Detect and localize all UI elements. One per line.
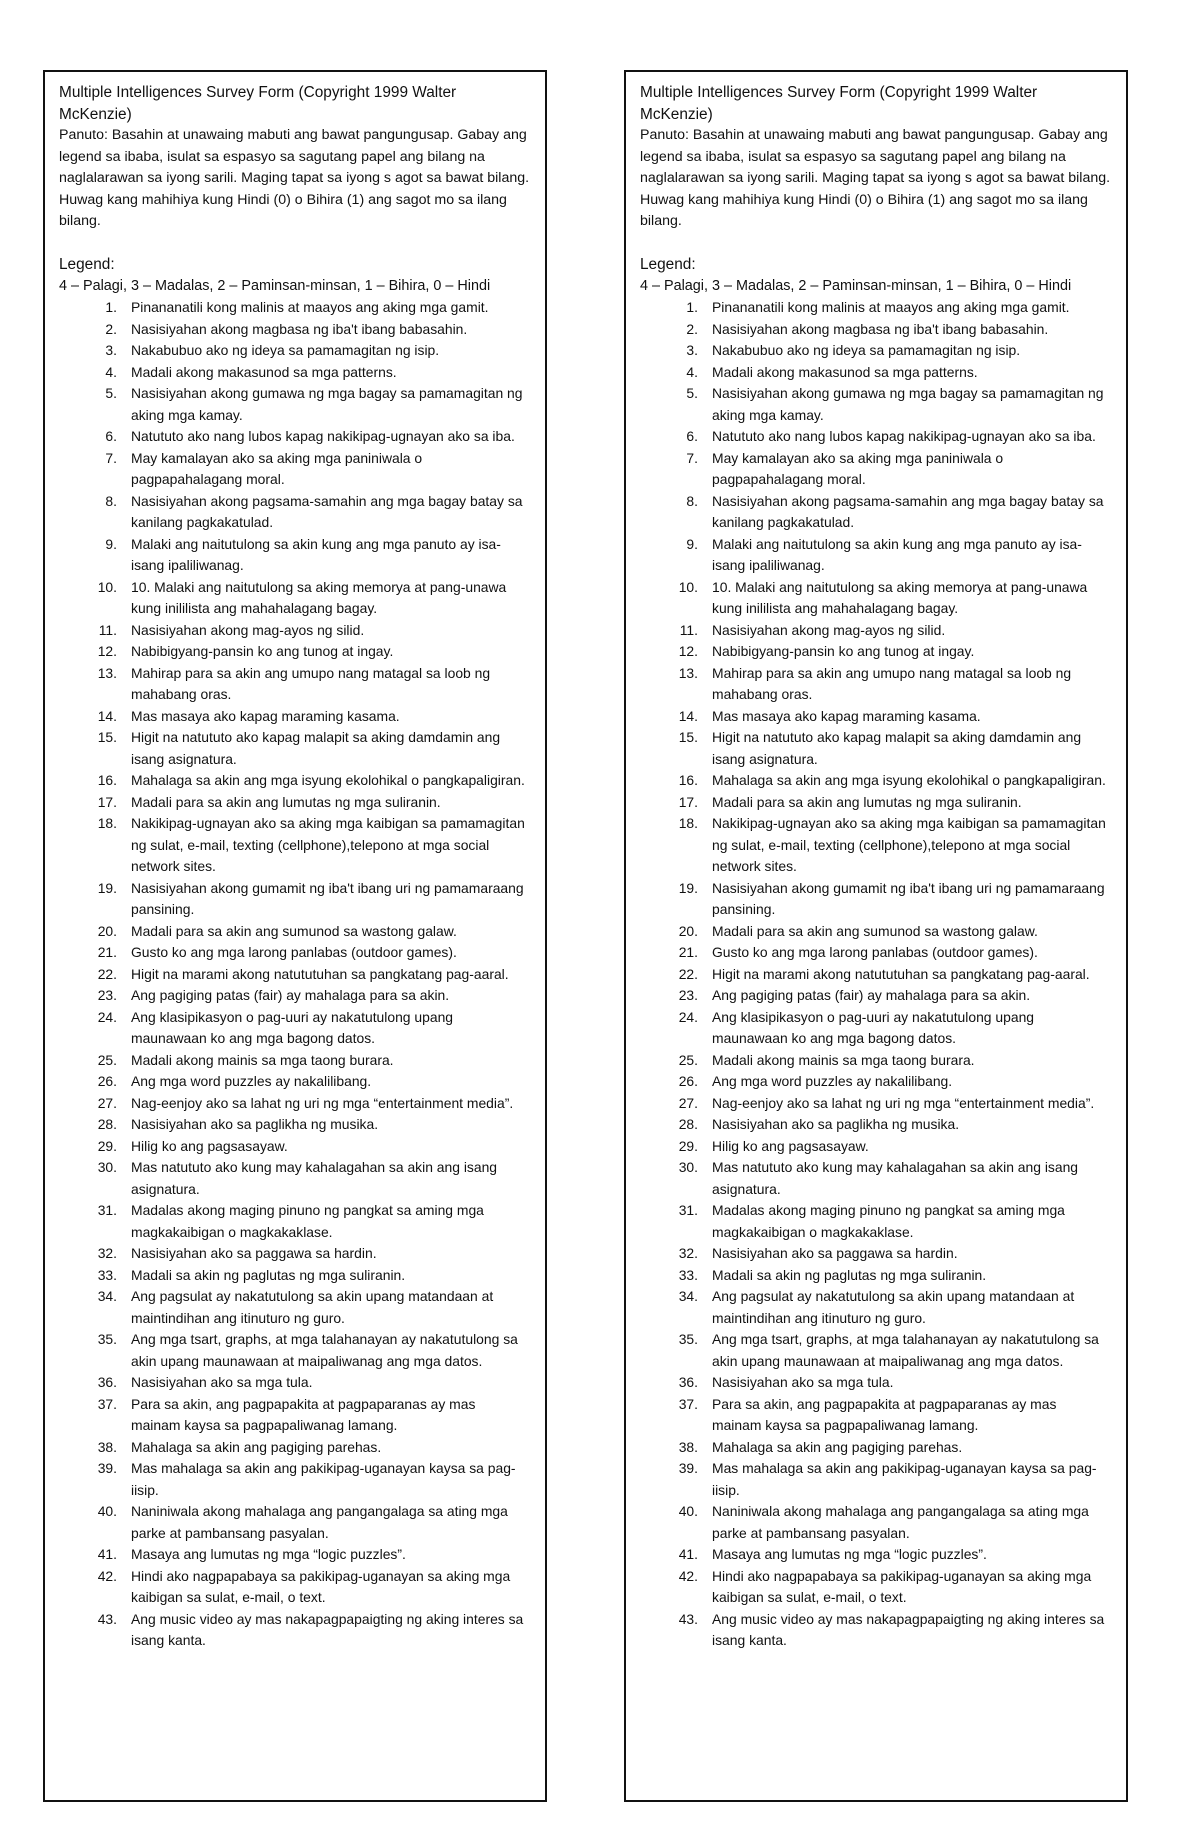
survey-item-text: Gusto ko ang mga larong panlabas (outdoor games). — [712, 944, 1038, 960]
survey-item-number: 36. — [97, 1374, 117, 1390]
survey-item-text: Masaya ang lumutas ng mga “logic puzzles”. — [131, 1546, 406, 1562]
survey-item-number: 6. — [686, 428, 698, 444]
survey-item — [59, 1114, 531, 1136]
survey-item-number: 7. — [686, 449, 698, 466]
spacer — [59, 233, 531, 255]
survey-item — [59, 1007, 531, 1050]
survey-item — [59, 1609, 531, 1652]
survey-item — [59, 792, 531, 814]
survey-item — [640, 1372, 1112, 1394]
survey-item-number: 18. — [97, 815, 117, 831]
survey-item-number: 3. — [686, 342, 698, 358]
survey-item — [640, 985, 1112, 1007]
survey-item-text: Gusto ko ang mga larong panlabas (outdoor games). — [131, 944, 457, 960]
survey-item-number: 8. — [105, 492, 117, 509]
survey-item-text: Madali para sa akin ang lumutas ng mga suliranin. — [131, 793, 441, 810]
survey-item-text: Nasisiyahan akong magbasa ng iba't ibang babasahin. — [131, 320, 468, 337]
survey-item-text: Madalas akong maging pinuno ng pangkat sa aming mga magkakaibigan o magkakaklase. — [131, 1202, 484, 1240]
survey-item-number: 36. — [678, 1374, 698, 1390]
legend-scale: 4 – Palagi, 3 – Madalas, 2 – Paminsan-minsan, 1 – Bihira, 0 – Hindi — [59, 277, 491, 294]
survey-item-number: 19. — [678, 879, 698, 896]
survey-item-number: 6. — [105, 428, 117, 444]
survey-item — [640, 663, 1112, 706]
survey-item-text: Higit na marami akong natututuhan sa pangkatang pag-aaral. — [131, 965, 509, 982]
survey-item-text: Pinananatili kong malinis at maayos ang aking mga gamit. — [712, 299, 1070, 315]
survey-item — [59, 1200, 531, 1243]
survey-item-text: Ang music video ay mas nakapagpapaigting ng aking interes sa isang kanta. — [131, 1610, 524, 1648]
survey-item — [640, 620, 1112, 642]
survey-item — [640, 921, 1112, 943]
survey-item-number: 31. — [97, 1202, 117, 1218]
survey-item-number: 9. — [105, 535, 117, 552]
survey-item — [640, 878, 1112, 921]
survey-item — [59, 1329, 531, 1372]
survey-item-text: Higit na natututo ako kapag malapit sa aking damdamin ang isang asignatura. — [712, 729, 1082, 767]
survey-item-number: 25. — [97, 1051, 117, 1068]
survey-item — [640, 383, 1112, 426]
survey-item — [59, 964, 531, 986]
form-instructions: Panuto: Basahin at unawaing mabuti ang bawat pangungusap. Gabay ang legend sa ibaba, isulat sa espasyo sa sagutang papel ang bilang na naglalarawan sa iyong sarili. Maging tapat sa iyong s agot sa bawat bilang. Huwag kang mahihiya kung Hindi (0) o Bihira (1) ang sagot mo sa ilang bilang. — [640, 127, 1111, 229]
survey-item-text: Madalas akong maging pinuno ng pangkat sa aming mga magkakaibigan o magkakaklase. — [712, 1202, 1065, 1240]
survey-item-text: Nasisiyahan ako sa mga tula. — [131, 1374, 313, 1390]
survey-item — [640, 1329, 1112, 1372]
survey-item — [640, 1265, 1112, 1287]
survey-item-text: Ang klasipikasyon o pag-uuri ay nakatutulong upang maunawaan ko ang mga bagong datos. — [712, 1008, 1035, 1046]
survey-item-number: 12. — [97, 643, 117, 659]
survey-item-number: 32. — [678, 1245, 698, 1261]
survey-item — [640, 491, 1112, 534]
survey-item — [640, 1093, 1112, 1115]
survey-item — [640, 340, 1112, 362]
survey-item-text: Nasisiyahan akong gumawa ng mga bagay sa pamamagitan ng aking mga kamay. — [131, 385, 523, 423]
survey-item — [59, 319, 531, 341]
survey-item — [59, 297, 531, 319]
survey-item-number: 27. — [678, 1094, 698, 1111]
survey-item-text: Ang mga tsart, graphs, at mga talahanayan ay nakatutulong sa akin upang maunawaan at maipaliwanag ang mga datos. — [131, 1331, 518, 1369]
survey-item-number: 7. — [105, 449, 117, 466]
survey-item-text: Hilig ko ang pagsasayaw. — [131, 1137, 288, 1154]
survey-item-text: Ang klasipikasyon o pag-uuri ay nakatutulong upang maunawaan ko ang mga bagong datos. — [131, 1008, 454, 1046]
survey-item-number: 33. — [97, 1266, 117, 1283]
survey-form-right — [624, 70, 1128, 1802]
survey-item — [640, 1458, 1112, 1501]
survey-item — [640, 706, 1112, 728]
survey-item-text: Mahalaga sa akin ang pagiging parehas. — [131, 1438, 382, 1455]
survey-item — [640, 792, 1112, 814]
survey-item-number: 35. — [97, 1331, 117, 1347]
survey-item-number: 24. — [97, 1008, 117, 1025]
survey-item — [640, 1394, 1112, 1437]
survey-item-number: 28. — [678, 1116, 698, 1132]
survey-item — [640, 1501, 1112, 1544]
survey-item-text: Nasisiyahan akong gumamit ng iba't ibang uri ng pamamaraang pansining. — [712, 879, 1105, 917]
survey-item-number: 2. — [686, 320, 698, 337]
survey-item-text: Madali akong mainis sa mga taong burara. — [131, 1051, 394, 1068]
survey-item-list — [59, 297, 531, 1652]
survey-item-number: 37. — [97, 1395, 117, 1412]
survey-form-left — [43, 70, 547, 1802]
survey-item-number: 10. — [678, 578, 698, 595]
survey-item-number: 30. — [678, 1159, 698, 1175]
survey-item — [640, 1243, 1112, 1265]
survey-item-text: Mas natututo ako kung may kahalagahan sa akin ang isang asignatura. — [131, 1159, 498, 1197]
survey-item-number: 42. — [678, 1567, 698, 1584]
survey-item-number: 33. — [678, 1266, 698, 1283]
survey-item-number: 21. — [678, 944, 698, 960]
survey-item-text: Madali sa akin ng paglutas ng mga suliranin. — [131, 1266, 406, 1283]
survey-item — [59, 641, 531, 663]
survey-item-number: 26. — [678, 1073, 698, 1089]
survey-item-text: Masaya ang lumutas ng mga “logic puzzles”. — [712, 1546, 987, 1562]
survey-item — [640, 1136, 1112, 1158]
survey-item — [59, 1458, 531, 1501]
survey-item — [640, 813, 1112, 878]
survey-item — [59, 577, 531, 620]
survey-item — [640, 1286, 1112, 1329]
survey-item — [59, 663, 531, 706]
survey-item-text: Mahirap para sa akin ang umupo nang matagal sa loob ng mahabang oras. — [131, 664, 491, 702]
survey-item-text: Hindi ako nagpapabaya sa pakikipag-uganayan sa aking mga kaibigan sa sulat, e-mail, o text. — [131, 1567, 511, 1605]
survey-item — [59, 985, 531, 1007]
survey-item — [59, 1566, 531, 1609]
survey-item-number: 38. — [97, 1438, 117, 1455]
survey-item — [59, 534, 531, 577]
survey-item — [640, 426, 1112, 448]
survey-item-text: Nakikipag-ugnayan ako sa aking mga kaibigan sa pamamagitan ng sulat, e-mail, texting (cellphone),telepono at mga social network sites. — [712, 815, 1106, 874]
survey-item-number: 37. — [678, 1395, 698, 1412]
survey-item-text: Ang music video ay mas nakapagpapaigting ng aking interes sa isang kanta. — [712, 1610, 1105, 1648]
survey-item-number: 5. — [105, 385, 117, 401]
survey-item — [59, 620, 531, 642]
survey-item-number: 23. — [97, 987, 117, 1003]
survey-item-number: 2. — [105, 320, 117, 337]
survey-item-text: Nag-eenjoy ako sa lahat ng uri ng mga “entertainment media”. — [712, 1094, 1095, 1111]
survey-item — [59, 1286, 531, 1329]
survey-item-text: May kamalayan ako sa aking mga paniniwala o pagpapahalagang moral. — [131, 449, 423, 487]
survey-item — [59, 1437, 531, 1459]
survey-item — [59, 1265, 531, 1287]
survey-item-number: 34. — [97, 1288, 117, 1304]
survey-item — [640, 1566, 1112, 1609]
survey-item — [640, 577, 1112, 620]
survey-item-text: Nag-eenjoy ako sa lahat ng uri ng mga “entertainment media”. — [131, 1094, 514, 1111]
survey-item — [59, 1243, 531, 1265]
survey-item — [59, 770, 531, 792]
survey-item-number: 22. — [97, 965, 117, 982]
survey-item — [640, 1050, 1112, 1072]
survey-item-text: Madali akong mainis sa mga taong burara. — [712, 1051, 975, 1068]
survey-item — [59, 1394, 531, 1437]
survey-item-text: Nasisiyahan akong magbasa ng iba't ibang babasahin. — [712, 320, 1049, 337]
survey-item — [59, 491, 531, 534]
survey-item-text: Nasisiyahan ako sa paggawa sa hardin. — [131, 1245, 377, 1261]
survey-item — [59, 383, 531, 426]
survey-item — [59, 1071, 531, 1093]
survey-item-text: Madali akong makasunod sa mga patterns. — [131, 363, 397, 380]
survey-item — [640, 319, 1112, 341]
survey-item-number: 17. — [97, 793, 117, 810]
survey-item — [640, 1544, 1112, 1566]
survey-item-text: Nasisiyahan ako sa paglikha ng musika. — [131, 1116, 379, 1132]
survey-item — [640, 297, 1112, 319]
survey-item-text: Mahirap para sa akin ang umupo nang matagal sa loob ng mahabang oras. — [712, 664, 1072, 702]
survey-item — [59, 1157, 531, 1200]
survey-item-number: 1. — [686, 299, 698, 315]
survey-item-number: 16. — [678, 772, 698, 788]
survey-item-number: 15. — [97, 729, 117, 745]
survey-item-number: 39. — [678, 1460, 698, 1476]
survey-item-number: 18. — [678, 815, 698, 831]
survey-item-text: Nasisiyahan akong pagsama-samahin ang mga bagay batay sa kanilang pagkakatulad. — [131, 492, 523, 530]
survey-item-text: Ang pagiging patas (fair) ay mahalaga para sa akin. — [131, 987, 450, 1003]
survey-item-text: Nasisiyahan akong pagsama-samahin ang mga bagay batay sa kanilang pagkakatulad. — [712, 492, 1104, 530]
survey-item-text: Nasisiyahan ako sa mga tula. — [712, 1374, 894, 1390]
survey-item — [640, 362, 1112, 384]
survey-item-text: Nasisiyahan ako sa paggawa sa hardin. — [712, 1245, 958, 1261]
survey-item-text: Para sa akin, ang pagpapakita at pagpaparanas ay mas mainam kaysa sa pagpapaliwanag lamang. — [131, 1395, 476, 1433]
survey-item-text: Hilig ko ang pagsasayaw. — [712, 1137, 869, 1154]
survey-item-text: Naniniwala akong mahalaga ang pangangalaga sa ating mga parke at pambansang pasyalan. — [131, 1503, 508, 1541]
survey-item-text: Malaki ang naitutulong sa akin kung ang mga panuto ay isa-isang ipaliliwanag. — [712, 535, 1082, 573]
survey-item-text: Natututo ako nang lubos kapag nakikipag-ugnayan ako sa iba. — [712, 428, 1096, 444]
form-title: Multiple Intelligences Survey Form (Copyright 1999 Walter McKenzie) — [59, 84, 457, 123]
survey-item-text: Hindi ako nagpapabaya sa pakikipag-uganayan sa aking mga kaibigan sa sulat, e-mail, o text. — [712, 1567, 1092, 1605]
survey-item-number: 22. — [678, 965, 698, 982]
form-instructions: Panuto: Basahin at unawaing mabuti ang bawat pangungusap. Gabay ang legend sa ibaba, isulat sa espasyo sa sagutang papel ang bilang na naglalarawan sa iyong sarili. Maging tapat sa iyong s agot sa bawat bilang. Huwag kang mahihiya kung Hindi (0) o Bihira (1) ang sagot mo sa ilang bilang. — [59, 127, 530, 229]
survey-item-number: 4. — [686, 363, 698, 380]
survey-item-number: 30. — [97, 1159, 117, 1175]
form-title: Multiple Intelligences Survey Form (Copyright 1999 Walter McKenzie) — [640, 84, 1038, 123]
survey-item — [640, 1609, 1112, 1652]
survey-item — [640, 1437, 1112, 1459]
survey-item — [640, 1157, 1112, 1200]
survey-item-text: Para sa akin, ang pagpapakita at pagpaparanas ay mas mainam kaysa sa pagpapaliwanag lamang. — [712, 1395, 1057, 1433]
survey-item-number: 13. — [97, 664, 117, 681]
survey-item-number: 21. — [97, 944, 117, 960]
survey-item — [59, 942, 531, 964]
survey-item-text: Nakabubuo ako ng ideya sa pamamagitan ng isip. — [131, 342, 440, 358]
survey-item-number: 20. — [97, 922, 117, 939]
survey-item-number: 41. — [97, 1546, 117, 1562]
survey-item-number: 19. — [97, 879, 117, 896]
survey-item — [640, 942, 1112, 964]
survey-item — [59, 727, 531, 770]
survey-item-text: Nasisiyahan akong gumamit ng iba't ibang uri ng pamamaraang pansining. — [131, 879, 524, 917]
survey-item-text: Higit na marami akong natututuhan sa pangkatang pag-aaral. — [712, 965, 1090, 982]
survey-item-text: Mas natututo ako kung may kahalagahan sa akin ang isang asignatura. — [712, 1159, 1079, 1197]
survey-item-text: Ang pagsulat ay nakatutulong sa akin upang matandaan at maintindihan ang itinuturo ng guro. — [712, 1288, 1075, 1326]
survey-item-number: 32. — [97, 1245, 117, 1261]
survey-item-number: 29. — [678, 1137, 698, 1154]
survey-item-text: Mas masaya ako kapag maraming kasama. — [712, 707, 981, 724]
survey-item-number: 28. — [97, 1116, 117, 1132]
survey-item-number: 4. — [105, 363, 117, 380]
survey-item-number: 15. — [678, 729, 698, 745]
survey-item-text: Naniniwala akong mahalaga ang pangangalaga sa ating mga parke at pambansang pasyalan. — [712, 1503, 1089, 1541]
survey-item-number: 35. — [678, 1331, 698, 1347]
survey-item-number: 41. — [678, 1546, 698, 1562]
survey-item-text: Mas masaya ako kapag maraming kasama. — [131, 707, 400, 724]
survey-item-text: Nasisiyahan akong mag-ayos ng silid. — [131, 621, 365, 638]
survey-item — [59, 448, 531, 491]
survey-item-number: 29. — [97, 1137, 117, 1154]
survey-item-text: Mahalaga sa akin ang mga isyung ekolohikal o pangkapaligiran. — [712, 772, 1106, 788]
survey-item-text: Nabibigyang-pansin ko ang tunog at ingay. — [712, 643, 975, 659]
survey-item — [59, 1544, 531, 1566]
survey-item — [59, 362, 531, 384]
survey-item — [640, 534, 1112, 577]
survey-item — [59, 340, 531, 362]
survey-item-number: 34. — [678, 1288, 698, 1304]
survey-item — [640, 448, 1112, 491]
survey-item-number: 3. — [105, 342, 117, 358]
survey-item-text: Madali para sa akin ang sumunod sa wastong galaw. — [712, 922, 1038, 939]
survey-item-text: 10. Malaki ang naitutulong sa aking memorya at pang-unawa kung inililista ang mahahalagang bagay. — [131, 578, 507, 616]
survey-item — [59, 426, 531, 448]
survey-item-number: 31. — [678, 1202, 698, 1218]
survey-item-number: 1. — [105, 299, 117, 315]
legend-heading: Legend: — [59, 256, 115, 273]
survey-item — [640, 1200, 1112, 1243]
survey-item — [59, 813, 531, 878]
survey-item-number: 14. — [678, 707, 698, 724]
survey-item-number: 11. — [679, 621, 698, 638]
survey-item-text: Madali akong makasunod sa mga patterns. — [712, 363, 978, 380]
survey-item-number: 16. — [97, 772, 117, 788]
spacer — [640, 233, 1112, 255]
survey-item-number: 8. — [686, 492, 698, 509]
survey-item — [59, 1093, 531, 1115]
survey-item-text: 10. Malaki ang naitutulong sa aking memorya at pang-unawa kung inililista ang mahahalagang bagay. — [712, 578, 1088, 616]
survey-item-number: 40. — [97, 1503, 117, 1519]
survey-item — [59, 1372, 531, 1394]
legend-scale: 4 – Palagi, 3 – Madalas, 2 – Paminsan-minsan, 1 – Bihira, 0 – Hindi — [640, 277, 1072, 294]
survey-item-number: 11. — [98, 621, 117, 638]
survey-item-text: Madali para sa akin ang lumutas ng mga suliranin. — [712, 793, 1022, 810]
survey-item-number: 14. — [97, 707, 117, 724]
legend-heading: Legend: — [640, 256, 696, 273]
survey-item-text: Malaki ang naitutulong sa akin kung ang mga panuto ay isa-isang ipaliliwanag. — [131, 535, 501, 573]
survey-item — [59, 1050, 531, 1072]
survey-item-text: Ang pagsulat ay nakatutulong sa akin upang matandaan at maintindihan ang itinuturo ng guro. — [131, 1288, 494, 1326]
survey-item — [640, 1007, 1112, 1050]
survey-item-number: 40. — [678, 1503, 698, 1519]
survey-item-number: 20. — [678, 922, 698, 939]
survey-item-text: Nabibigyang-pansin ko ang tunog at ingay. — [131, 643, 394, 659]
survey-item-list — [640, 297, 1112, 1652]
survey-item-text: May kamalayan ako sa aking mga paniniwala o pagpapahalagang moral. — [712, 449, 1004, 487]
survey-item-number: 38. — [678, 1438, 698, 1455]
survey-item-number: 27. — [97, 1094, 117, 1111]
survey-item-number: 42. — [97, 1567, 117, 1584]
survey-item-text: Mahalaga sa akin ang mga isyung ekolohikal o pangkapaligiran. — [131, 772, 525, 788]
survey-item — [59, 1136, 531, 1158]
survey-item — [640, 1114, 1112, 1136]
survey-item-text: Madali sa akin ng paglutas ng mga suliranin. — [712, 1266, 987, 1283]
survey-item-text: Nasisiyahan akong mag-ayos ng silid. — [712, 621, 946, 638]
survey-item-number: 12. — [678, 643, 698, 659]
survey-item-number: 17. — [678, 793, 698, 810]
survey-item — [640, 1071, 1112, 1093]
survey-item-number: 26. — [97, 1073, 117, 1089]
survey-item-number: 39. — [97, 1460, 117, 1476]
survey-item-number: 24. — [678, 1008, 698, 1025]
survey-item-number: 25. — [678, 1051, 698, 1068]
survey-item-number: 10. — [97, 578, 117, 595]
survey-item-text: Pinananatili kong malinis at maayos ang aking mga gamit. — [131, 299, 489, 315]
survey-item-text: Natututo ako nang lubos kapag nakikipag-ugnayan ako sa iba. — [131, 428, 515, 444]
survey-item-number: 43. — [97, 1610, 117, 1627]
survey-item-text: Nasisiyahan ako sa paglikha ng musika. — [712, 1116, 960, 1132]
survey-item — [59, 921, 531, 943]
survey-item-number: 13. — [678, 664, 698, 681]
survey-item-number: 43. — [678, 1610, 698, 1627]
survey-item-text: Ang mga word puzzles ay nakalilibang. — [131, 1073, 372, 1089]
survey-item — [640, 770, 1112, 792]
survey-item-number: 9. — [686, 535, 698, 552]
survey-item — [640, 727, 1112, 770]
survey-item-text: Ang pagiging patas (fair) ay mahalaga para sa akin. — [712, 987, 1031, 1003]
survey-item — [59, 1501, 531, 1544]
survey-item-text: Ang mga tsart, graphs, at mga talahanayan ay nakatutulong sa akin upang maunawaan at maipaliwanag ang mga datos. — [712, 1331, 1099, 1369]
survey-item-text: Mas mahalaga sa akin ang pakikipag-uganayan kaysa sa pag-iisip. — [712, 1460, 1097, 1498]
survey-item-text: Nakikipag-ugnayan ako sa aking mga kaibigan sa pamamagitan ng sulat, e-mail, texting (cellphone),telepono at mga social network sites. — [131, 815, 525, 874]
survey-item-text: Nasisiyahan akong gumawa ng mga bagay sa pamamagitan ng aking mga kamay. — [712, 385, 1104, 423]
survey-item-text: Mas mahalaga sa akin ang pakikipag-uganayan kaysa sa pag-iisip. — [131, 1460, 516, 1498]
survey-item-text: Madali para sa akin ang sumunod sa wastong galaw. — [131, 922, 457, 939]
survey-item-text: Mahalaga sa akin ang pagiging parehas. — [712, 1438, 963, 1455]
survey-item-text: Ang mga word puzzles ay nakalilibang. — [712, 1073, 953, 1089]
survey-item-text: Higit na natututo ako kapag malapit sa aking damdamin ang isang asignatura. — [131, 729, 501, 767]
survey-item-text: Nakabubuo ako ng ideya sa pamamagitan ng isip. — [712, 342, 1021, 358]
survey-item-number: 23. — [678, 987, 698, 1003]
survey-item — [640, 641, 1112, 663]
survey-item-number: 5. — [686, 385, 698, 401]
survey-item — [59, 706, 531, 728]
survey-item — [640, 964, 1112, 986]
survey-item — [59, 878, 531, 921]
